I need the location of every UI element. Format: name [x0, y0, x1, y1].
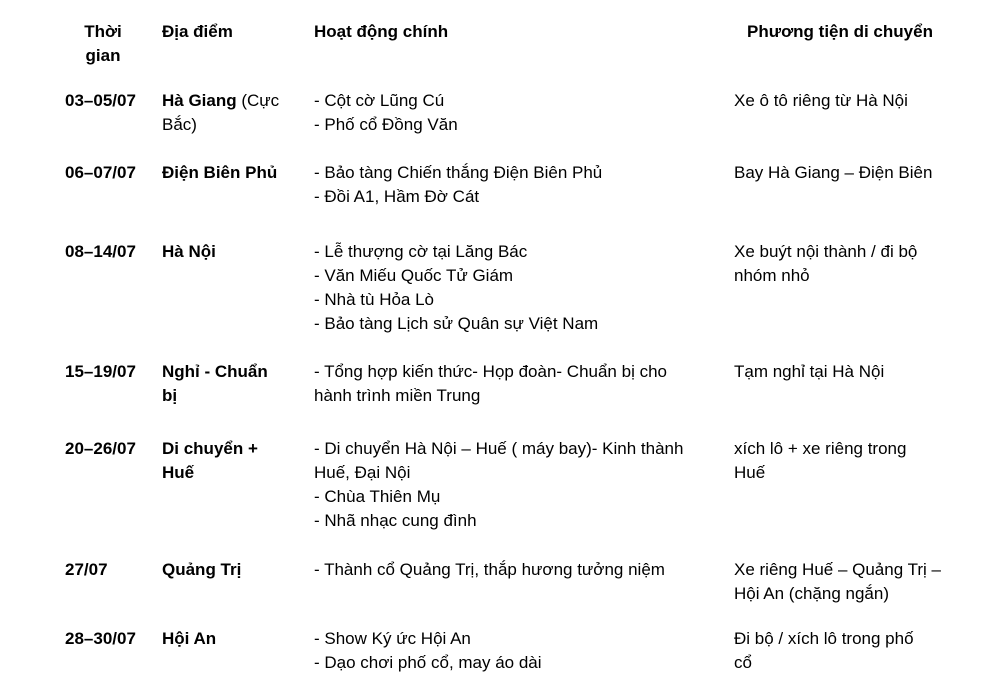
row-place: Hà Nội	[162, 242, 216, 261]
row-transport: Xe buýt nội thành / đi bộ nhóm nhỏ	[734, 242, 918, 285]
activity-item: - Nhã nhạc cung đình	[314, 511, 477, 530]
header-activity: Hoạt động chính	[314, 22, 449, 41]
row-transport: Xe ô tô riêng từ Hà Nội	[734, 91, 908, 110]
row-activities	[314, 558, 714, 582]
activity-item: - Cột cờ Lũng Cú	[314, 91, 445, 110]
row-activities	[314, 627, 714, 675]
row-time: 03–05/07	[65, 91, 136, 110]
row-activities	[314, 360, 699, 408]
activity-item: - Đồi A1, Hầm Đờ Cát	[314, 187, 480, 206]
activity-item: - Chùa Thiên Mụ	[314, 487, 441, 506]
row-time: 28–30/07	[65, 629, 136, 648]
row-place: Nghỉ - Chuẩn bị	[162, 362, 268, 405]
activity-item: - Văn Miếu Quốc Tử Giám	[314, 266, 514, 285]
row-place: Quảng Trị	[162, 560, 242, 579]
activity-item: - Di chuyển Hà Nội – Huế ( máy bay)- Kinh thành Huế, Đại Nội	[314, 439, 684, 482]
row-time: 20–26/07	[65, 439, 136, 458]
row-transport: Đi bộ / xích lô trong phố cổ	[734, 629, 914, 672]
row-activities	[314, 437, 714, 533]
row-transport: xích lô + xe riêng trong Huế	[734, 439, 907, 482]
activity-item: - Bảo tàng Chiến thắng Điện Biên Phủ	[314, 163, 603, 182]
row-transport: Tạm nghỉ tại Hà Nội	[734, 362, 885, 381]
activity-item: - Show Ký ức Hội An	[314, 629, 471, 648]
row-activities	[314, 89, 714, 137]
activity-item: - Dạo chơi phố cổ, may áo dài	[314, 653, 542, 672]
row-time: 06–07/07	[65, 163, 136, 182]
row-place	[162, 89, 294, 137]
row-transport: Bay Hà Giang – Điện Biên	[734, 163, 933, 182]
row-activities	[314, 240, 714, 336]
header-place: Địa điểm	[162, 22, 233, 41]
row-place-name: Hà Giang	[162, 91, 237, 110]
row-place: Điện Biên Phủ	[162, 163, 278, 182]
row-time: 08–14/07	[65, 242, 136, 261]
row-place: Di chuyển + Huế	[162, 439, 258, 482]
row-place-note: (Cực Bắc)	[162, 91, 280, 134]
header-transport: Phương tiện di chuyển	[747, 22, 933, 41]
row-time: 27/07	[65, 560, 108, 579]
row-transport: Xe riêng Huế – Quảng Trị – Hội An (chặng ngắn)	[734, 560, 941, 603]
row-time: 15–19/07	[65, 362, 136, 381]
activity-item: - Thành cổ Quảng Trị, thắp hương tưởng niệm	[314, 560, 665, 579]
activity-item: - Bảo tàng Lịch sử Quân sự Việt Nam	[314, 314, 599, 333]
row-activities	[314, 161, 714, 209]
activity-item: - Tổng hợp kiến thức- Họp đoàn- Chuẩn bị cho hành trình miền Trung	[314, 362, 667, 405]
header-time: Thời gian	[84, 22, 122, 65]
activity-item: - Nhà tù Hỏa Lò	[314, 290, 435, 309]
activity-item: - Phố cổ Đồng Văn	[314, 115, 458, 134]
activity-item: - Lễ thượng cờ tại Lăng Bác	[314, 242, 528, 261]
row-place: Hội An	[162, 629, 217, 648]
